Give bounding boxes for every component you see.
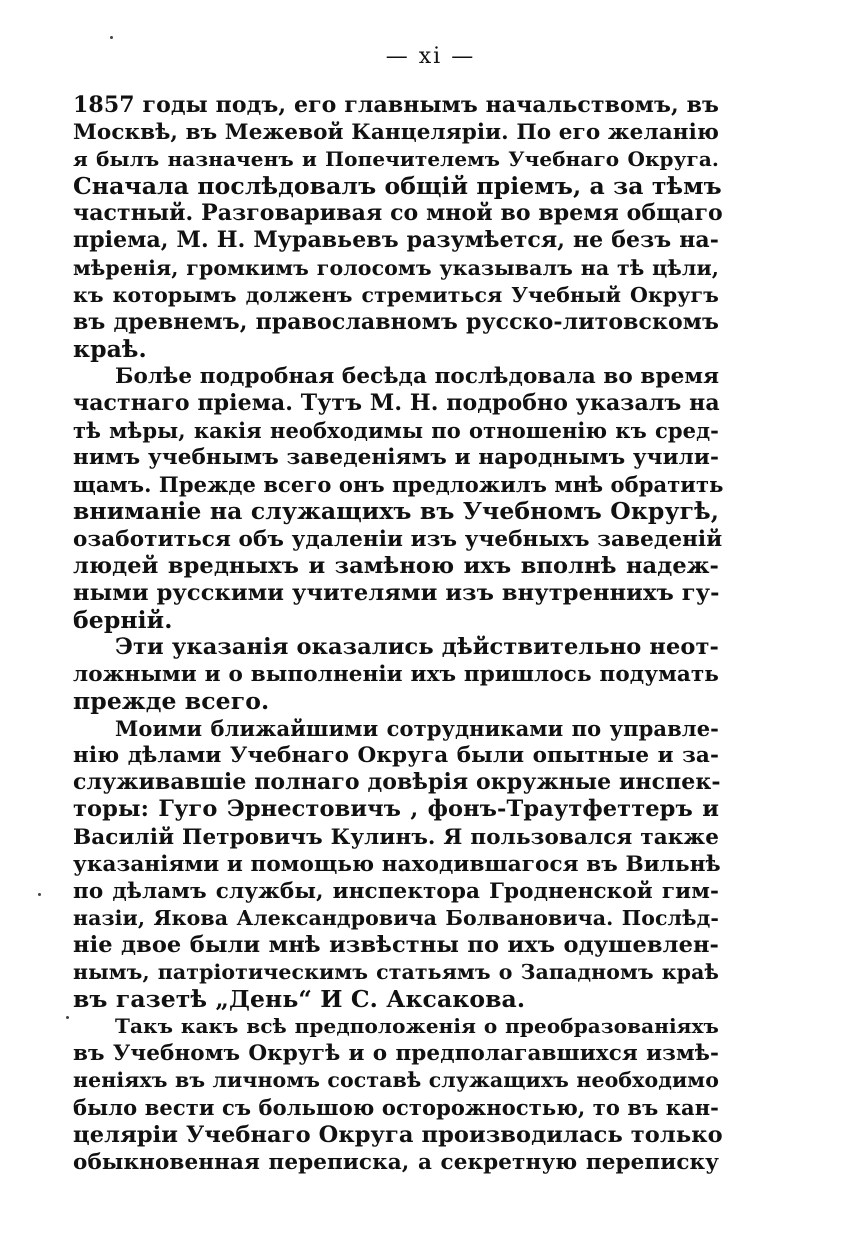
text-line: людей вредныхъ и замѣною ихъ вполнѣ надеж- [73, 552, 719, 579]
text-line: въ древнемъ, православномъ русско-литовскомъ [73, 308, 719, 335]
text-line: мѣренія, громкимъ голосомъ указывалъ на тѣ цѣли, [73, 255, 719, 280]
text-line: торы: Гуго Эрнестовичъ , фонъ-Траутфеттеръ и [73, 796, 719, 823]
text-line: неніяхъ въ личномъ составѣ служащихъ необходимо [73, 1068, 719, 1093]
text-line: въ газетѣ „День“ И С. Аксакова. [73, 985, 526, 1014]
text-line: ными русскими учителями изъ внутреннихъ гу- [73, 579, 720, 606]
print-speck [66, 1016, 69, 1019]
text-line: нымъ, патріотическимъ статьямъ о Западномъ краѣ [73, 960, 719, 984]
text-line: къ которымъ долженъ стремиться Учебный Округъ [73, 282, 719, 307]
text-line: Такъ какъ всѣ предположенія о преобразованіяхъ [115, 1014, 719, 1039]
text-line: ложными и о выполненіи ихъ пришлось подумать [73, 661, 719, 687]
text-line: Моими ближайшими сотрудниками по управле- [115, 716, 719, 742]
text-line: вниманіе на служащихъ въ Учебномъ Округѣ, [73, 497, 719, 526]
page-number: — xi — [385, 44, 476, 69]
text-line: по дѣламъ службы, инспектора Гродненской гим- [73, 878, 719, 904]
text-line: 1857 годы подъ, его главнымъ начальствомъ, въ [73, 92, 719, 118]
text-line: нію дѣлами Учебнаго Округа были опытные и за- [73, 743, 719, 769]
text-line: я былъ назначенъ и Попечителемъ Учебнаго Округа. [73, 147, 719, 172]
text-line: пріема, М. Н. Муравьевъ разумѣется, не безъ на- [73, 227, 719, 254]
text-line: Эти указанія оказались дѣйствительно неот- [115, 633, 719, 660]
text-line: щамъ. Прежде всего онъ предложилъ мнѣ обратить [73, 472, 724, 498]
text-line: частный. Разговаривая со мной во время общаго [73, 200, 723, 227]
text-line: озаботиться объ удаленіи изъ учебныхъ заведеній [73, 526, 723, 552]
text-line: служивавшіе полнаго довѣрія окружные инспек- [73, 769, 721, 796]
text-line: назіи, Якова Александровича Болвановича. Послѣд- [73, 905, 719, 930]
text-line: указаніями и помощью находившагося въ Вильнѣ [73, 851, 721, 877]
text-line: въ Учебномъ Округѣ и о предполагавшихся измѣ- [73, 1041, 719, 1067]
print-speck [110, 36, 113, 39]
text-line: ніе двое были мнѣ извѣстны по ихъ одушевлен- [73, 931, 719, 958]
text-line: краѣ. [73, 334, 147, 363]
text-line: берній. [73, 605, 173, 634]
text-line: целяріи Учебнаго Округа производилась только [73, 1121, 723, 1148]
print-speck [38, 893, 41, 896]
text-line: Сначала послѣдовалъ общій пріемъ, а за тѣмъ [73, 172, 722, 201]
text-line: Москвѣ, въ Межевой Канцеляріи. По его желанію [73, 120, 719, 146]
text-line: прежде всего. [73, 687, 270, 716]
body-text [73, 92, 724, 1176]
text-line: тѣ мѣры, какія необходимы по отношенію къ сред- [73, 418, 719, 444]
text-line: было вести съ большою осторожностью, то въ кан- [73, 1095, 719, 1121]
text-line: нимъ учебнымъ заведеніямъ и народнымъ учили- [73, 445, 719, 471]
text-line: частнаго пріема. Тутъ М. Н. подробно указалъ на [73, 390, 720, 417]
text-line: Болѣе подробная бесѣда послѣдовала во время [115, 363, 720, 389]
text-line: Василій Петровичъ Кулинъ. Я пользовался также [73, 824, 719, 850]
text-line: обыкновенная переписка, а секретную переписку [73, 1149, 719, 1175]
